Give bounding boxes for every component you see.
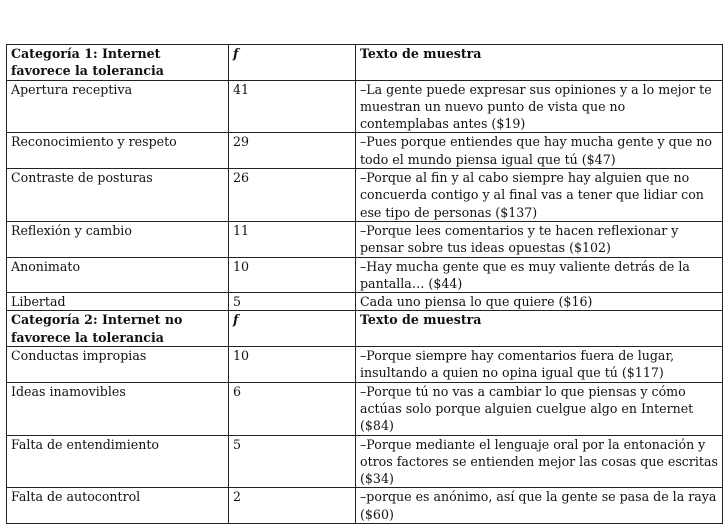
table-row bbox=[7, 488, 723, 524]
table-row bbox=[7, 221, 723, 257]
row-frequency: 6 bbox=[229, 382, 356, 435]
row-label: Libertad bbox=[7, 293, 229, 311]
row-label: Anonimato bbox=[7, 257, 229, 293]
frequency-header: f bbox=[229, 45, 356, 81]
table-row bbox=[7, 257, 723, 293]
row-frequency: 10 bbox=[229, 257, 356, 293]
row-frequency: 41 bbox=[229, 80, 356, 133]
sample-text-header: Texto de muestra bbox=[356, 311, 723, 347]
section-header-row bbox=[7, 45, 723, 81]
row-label: Reconocimiento y respeto bbox=[7, 133, 229, 169]
table-row bbox=[7, 80, 723, 133]
row-sample-text: –Porque al fin y al cabo siempre hay alguien que no concuerda contigo y al final vas a tener que lidiar con ese tipo de personas ($137) bbox=[356, 169, 723, 222]
tolerance-table bbox=[6, 44, 723, 524]
row-label: Apertura receptiva bbox=[7, 80, 229, 133]
row-sample-text: –Porque mediante el lenguaje oral por la entonación y otros factores se entienden mejor las cosas que escritas ($34) bbox=[356, 435, 723, 488]
row-sample-text: –Porque siempre hay comentarios fuera de lugar, insultando a quien no opina igual que tú ($117) bbox=[356, 347, 723, 383]
row-frequency: 11 bbox=[229, 221, 356, 257]
row-sample-text: –Hay mucha gente que es muy valiente detrás de la pantalla… ($44) bbox=[356, 257, 723, 293]
row-label: Conductas impropias bbox=[7, 347, 229, 383]
row-sample-text: –Porque tú no vas a cambiar lo que piensas y cómo actúas solo porque alguien cuelgue algo en Internet ($84) bbox=[356, 382, 723, 435]
frequency-header: f bbox=[229, 311, 356, 347]
row-label: Ideas inamovibles bbox=[7, 382, 229, 435]
row-frequency: 5 bbox=[229, 293, 356, 311]
row-sample-text: –Pues porque entiendes que hay mucha gente y que no todo el mundo piensa igual que tú ($47) bbox=[356, 133, 723, 169]
row-sample-text: –La gente puede expresar sus opiniones y a lo mejor te muestran un nuevo punto de vista que no contemplabas antes ($19) bbox=[356, 80, 723, 133]
row-label: Falta de entendimiento bbox=[7, 435, 229, 488]
row-label: Contraste de posturas bbox=[7, 169, 229, 222]
table-row bbox=[7, 293, 723, 311]
table-row bbox=[7, 382, 723, 435]
section-header-row bbox=[7, 311, 723, 347]
row-label: Reflexión y cambio bbox=[7, 221, 229, 257]
row-frequency: 10 bbox=[229, 347, 356, 383]
table-row bbox=[7, 133, 723, 169]
row-sample-text: –Porque lees comentarios y te hacen reflexionar y pensar sobre tus ideas opuestas ($102) bbox=[356, 221, 723, 257]
row-frequency: 29 bbox=[229, 133, 356, 169]
row-sample-text: Cada uno piensa lo que quiere ($16) bbox=[356, 293, 723, 311]
row-label: Falta de autocontrol bbox=[7, 488, 229, 524]
category-header: Categoría 1: Internet favorece la tolerancia bbox=[7, 45, 229, 81]
row-frequency: 5 bbox=[229, 435, 356, 488]
table-row bbox=[7, 169, 723, 222]
table-row bbox=[7, 347, 723, 383]
row-frequency: 2 bbox=[229, 488, 356, 524]
row-frequency: 26 bbox=[229, 169, 356, 222]
row-sample-text: –porque es anónimo, así que la gente se pasa de la raya ($60) bbox=[356, 488, 723, 524]
category-header: Categoría 2: Internet no favorece la tolerancia bbox=[7, 311, 229, 347]
sample-text-header: Texto de muestra bbox=[356, 45, 723, 81]
table-row bbox=[7, 435, 723, 488]
